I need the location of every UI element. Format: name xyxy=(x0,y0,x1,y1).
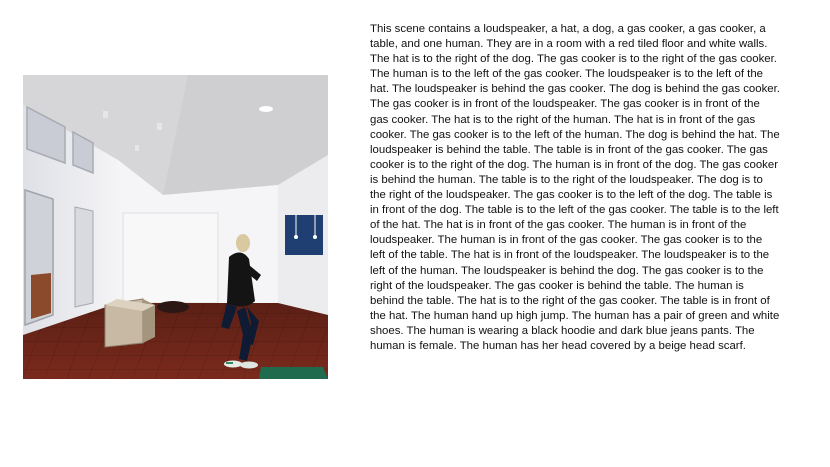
scene-image xyxy=(23,75,328,379)
scene-description: This scene contains a loudspeaker, a hat, a dog, a gas cooker, a gas cooker, a table, and one human. They are in a room with a red tiled floor and white walls. The hat is to the right of the dog. The gas cooker is to the right of the gas cooker. The human is to the left of the gas cooker. The loudspeaker is to the left of the hat. The loudspeaker is behind the gas cooker. The dog is behind the gas cooker. The gas cooker is in front of the loudspeaker. The gas cooker is in front of the gas cooker. The hat is to the right of the human. The hat is in front of the gas cooker. The gas cooker is to the left of the human. The dog is behind the hat. The loudspeaker is behind the table. The table is in front of the gas cooker. The gas cooker is to the right of the dog. The human is in front of the dog. The gas cooker is behind the human. The table is to the right of the loudspeaker. The dog is to the right of the loudspeaker. The gas cooker is to the left of the dog. The table is in front of the dog. The table is to the left of the gas cooker. The table is to the left of the hat. The hat is in front of the gas cooker. The human is in front of the loudspeaker. The human is in front of the gas cooker. The gas cooker is to the left of the table. The hat is in front of the loudspeaker. The loudspeaker is to the left of the human. The loudspeaker is behind the dog. The gas cooker is to the right of the loudspeaker. The gas cooker is behind the table. The human is behind the table. The hat is to the right of the gas cooker. The table is in front of the hat. The human hand up high jump. The human has a pair of green and white shoes. The human is wearing a black hoodie and dark blue jeans pants. The human is female. The human has her head covered by a beige head scarf. xyxy=(370,23,780,352)
room-render xyxy=(23,75,328,379)
